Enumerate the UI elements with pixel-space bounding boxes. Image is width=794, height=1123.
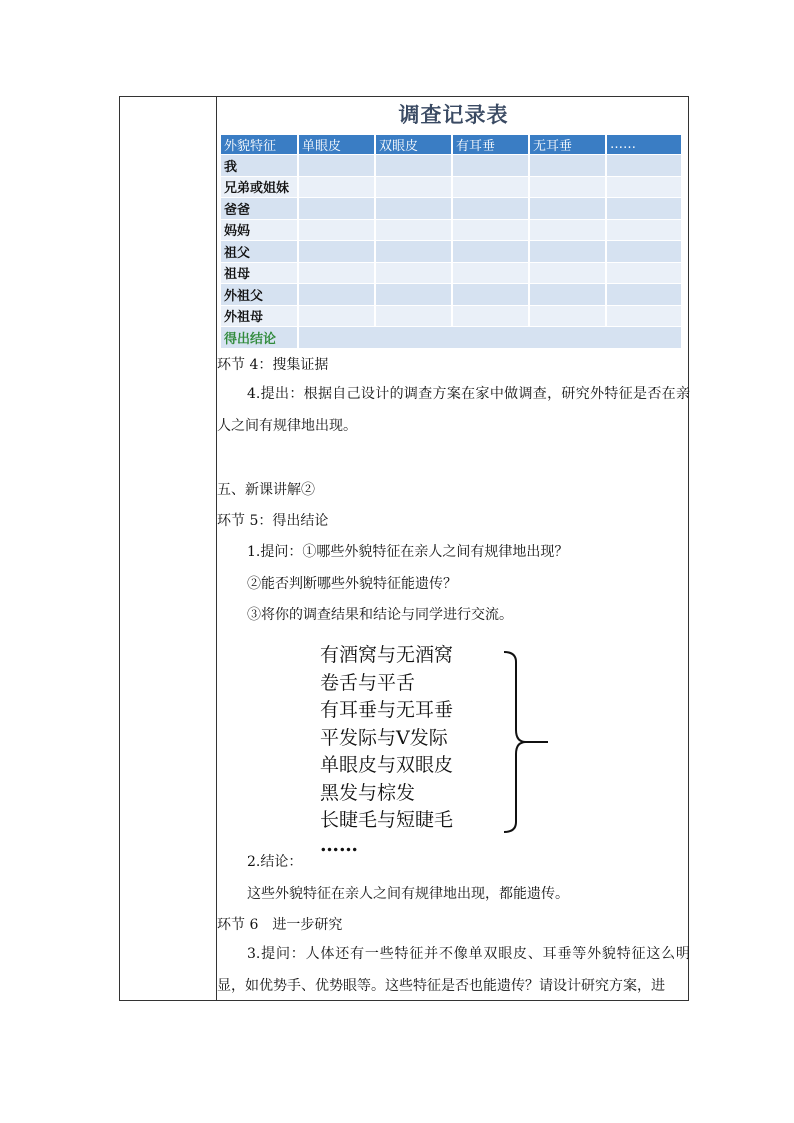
section-5-heading: 环节 5：得出结论 [217,513,329,529]
table-cell [375,305,452,327]
table-cell [375,241,452,263]
table-cell [375,155,452,177]
table-cell [375,176,452,198]
row-label: 兄弟或姐妹 [221,176,298,198]
table-cell [606,155,682,177]
page-table [119,96,689,1001]
row-label: 祖父 [221,241,298,263]
row-label: 我 [221,155,298,177]
table-cell [298,155,375,177]
table-row [221,176,682,198]
table-cell [606,176,682,198]
table-cell [452,305,529,327]
row-label: 得出结论 [221,327,298,348]
table-cell [529,176,606,198]
content-cell [217,97,690,1000]
table-row [221,262,682,284]
trait-item: 有酒窝与无酒窝 [320,644,454,666]
table-cell [529,198,606,220]
conclusion-label: 2.结论： [247,854,303,870]
header-cell: 外貌特征 [221,135,298,155]
conclusion-cell [298,327,682,348]
trait-item: 单眼皮与双眼皮 [320,754,454,776]
trait-item: 卷舌与平舌 [320,671,416,694]
header-cell: 单眼皮 [298,135,375,155]
table-row [221,241,682,263]
table-cell [529,155,606,177]
header-cell: 双眼皮 [375,135,452,155]
table-row [221,284,682,306]
table-cell [298,305,375,327]
row-label: 祖母 [221,262,298,284]
trait-list-figure [320,642,453,855]
table-cell [452,284,529,306]
section-6-paragraph: 3.提问：人体还有一些特征并不像单双眼皮、耳垂等外貌特征这么明显，如优势手、优势眼等。这些特征是否也能遗传？请设计研究方案，进 [217,946,690,994]
table-cell [606,241,682,263]
table-cell [452,241,529,263]
table-cell [452,155,529,177]
table-cell [606,305,682,327]
survey-title: 调查记录表 [398,103,509,127]
table-cell [452,262,529,284]
table-row [221,198,682,220]
row-label: 外祖父 [221,284,298,306]
header-cell: 无耳垂 [529,135,606,155]
table-row [221,155,682,177]
trait-item: 黑发与棕发 [320,781,416,804]
table-cell [529,305,606,327]
question-1: 1.提问：①哪些外貌特征在亲人之间有规律地出现？ [247,544,569,560]
table-cell [298,284,375,306]
row-label: 爸爸 [221,198,298,220]
question-3: ③将你的调查结果和结论与同学进行交流。 [247,607,513,623]
table-cell [375,262,452,284]
survey-header-row [221,135,682,155]
table-cell [452,176,529,198]
table-cell [452,198,529,220]
table-cell [606,219,682,241]
table-cell [606,262,682,284]
row-label: 外祖母 [221,305,298,327]
header-cell: …… [606,135,682,155]
table-row [221,219,682,241]
table-row [221,305,682,327]
table-cell [529,241,606,263]
trait-item: 有耳垂与无耳垂 [320,699,454,721]
part-5-heading: 五、新课讲解② [217,482,315,498]
table-cell [606,284,682,306]
table-cell [606,198,682,220]
left-column [120,97,217,1000]
trait-item: …… [320,833,358,856]
conclusion-text: 这些外貌特征在亲人之间有规律地出现，都能遗传。 [247,886,569,902]
table-cell [375,198,452,220]
conclusion-row [221,327,682,348]
table-cell [298,198,375,220]
table-cell [529,219,606,241]
table-cell [298,262,375,284]
table-cell [529,284,606,306]
section-6-heading: 环节 6 进一步研究 [217,917,343,933]
table-cell [298,219,375,241]
header-cell: 有耳垂 [452,135,529,155]
trait-item: 平发际与V发际 [320,726,448,749]
section-4-heading: 环节 4：搜集证据 [217,357,329,373]
table-cell [529,262,606,284]
trait-item: 长睫毛与短睫毛 [320,809,454,831]
survey-table [221,135,683,348]
table-cell [298,241,375,263]
section-4-paragraph: 4.提出：根据自己设计的调查方案在家中做调查，研究外特征是否在亲人之间有规律地出现。 [217,386,690,434]
right-brace-icon [500,650,550,834]
question-2: ②能否判断哪些外貌特征能遗传？ [247,576,457,592]
table-cell [298,176,375,198]
row-label: 妈妈 [221,219,298,241]
table-cell [375,219,452,241]
table-cell [375,284,452,306]
table-cell [452,219,529,241]
